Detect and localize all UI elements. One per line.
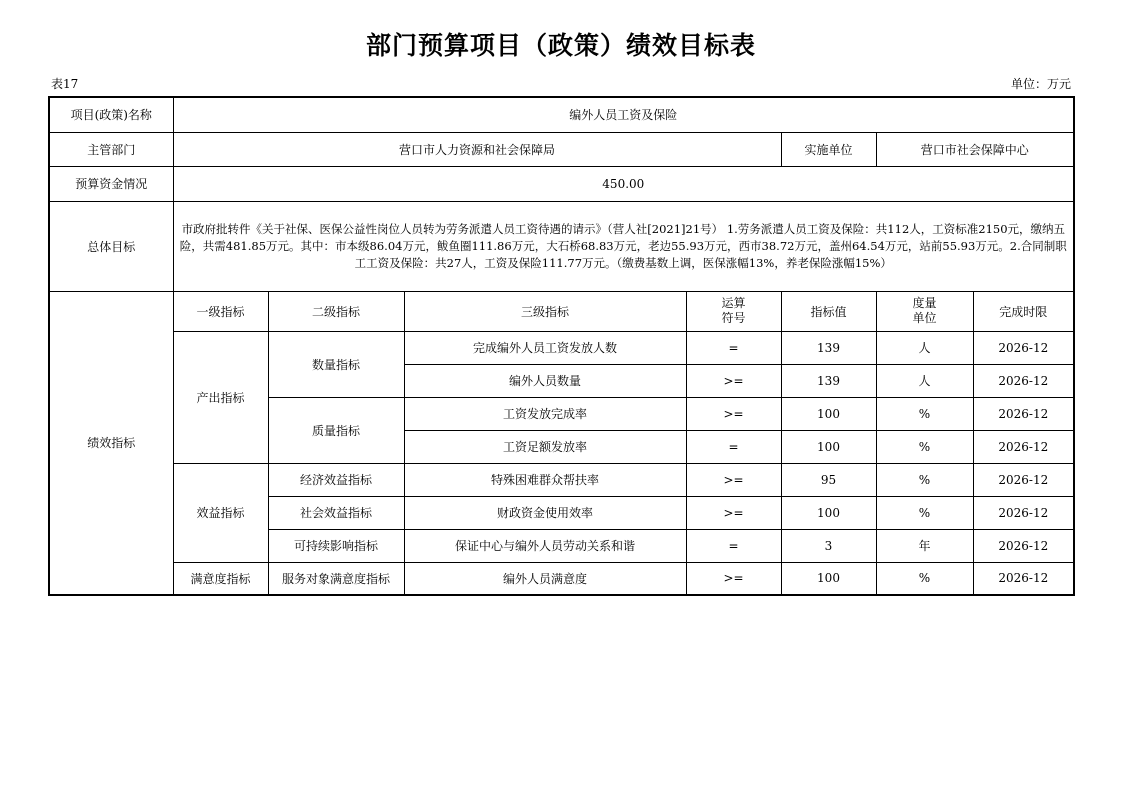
indicator-operator: >= [686, 463, 781, 496]
indicator-name: 编外人员数量 [404, 364, 686, 397]
indicator-operator: >= [686, 496, 781, 529]
indicator-name: 工资足额发放率 [404, 430, 686, 463]
indicator-unit: % [876, 463, 973, 496]
table-row [49, 562, 1074, 595]
header-level2: 二级指标 [268, 291, 404, 331]
indicator-value: 100 [781, 397, 876, 430]
indicator-value: 3 [781, 529, 876, 562]
indicator-deadline: 2026-12 [973, 529, 1074, 562]
unit-label: 单位：万元 [1010, 77, 1071, 91]
impl-unit-value: 营口市社会保障中心 [876, 132, 1074, 166]
header-value: 指标值 [781, 291, 876, 331]
subgroup-quality: 质量指标 [268, 397, 404, 463]
indicator-name: 特殊困难群众帮扶率 [404, 463, 686, 496]
row-budget [49, 166, 1074, 201]
indicator-deadline: 2026-12 [973, 364, 1074, 397]
indicator-value: 100 [781, 496, 876, 529]
subgroup-service: 服务对象满意度指标 [268, 562, 404, 595]
indicator-unit: % [876, 430, 973, 463]
impl-unit-label: 实施单位 [781, 132, 876, 166]
indicator-unit: 人 [876, 364, 973, 397]
indicator-value: 139 [781, 331, 876, 364]
group-benefit: 效益指标 [173, 463, 268, 562]
indicator-operator: >= [686, 397, 781, 430]
subgroup-quantity: 数量指标 [268, 331, 404, 397]
subgroup-sustainable: 可持续影响指标 [268, 529, 404, 562]
project-name-label: 项目(政策)名称 [49, 97, 173, 132]
indicator-unit: % [876, 496, 973, 529]
indicator-deadline: 2026-12 [973, 397, 1074, 430]
dept-value: 营口市人力资源和社会保障局 [173, 132, 781, 166]
table-number: 表17 [51, 77, 79, 91]
header-unit-line1: 度量 [912, 296, 937, 310]
header-unit [876, 291, 973, 331]
indicator-value: 139 [781, 364, 876, 397]
subgroup-economic: 经济效益指标 [268, 463, 404, 496]
indicator-deadline: 2026-12 [973, 562, 1074, 595]
indicator-value: 100 [781, 430, 876, 463]
performance-table [48, 96, 1075, 596]
header-level3: 三级指标 [404, 291, 686, 331]
header-deadline: 完成时限 [973, 291, 1074, 331]
table-row [49, 331, 1074, 364]
goal-label: 总体目标 [49, 201, 173, 291]
indicator-unit: 人 [876, 331, 973, 364]
indicator-unit: 年 [876, 529, 973, 562]
indicator-unit: % [876, 397, 973, 430]
header-operator [686, 291, 781, 331]
subgroup-social: 社会效益指标 [268, 496, 404, 529]
header-operator-line1: 运算 [721, 296, 746, 310]
indicator-operator: >= [686, 562, 781, 595]
row-project-name [49, 97, 1074, 132]
header-operator-line2: 符号 [721, 311, 746, 325]
budget-value: 450.00 [173, 166, 1074, 201]
page-title: 部门预算项目（政策）绩效目标表 [365, 31, 756, 60]
goal-text: 市政府批转件《关于社保、医保公益性岗位人员转为劳务派遣人员工资待遇的请示》（营人社[2021]21号） 1.劳务派遣人员工资及保险：共112人，工资标准2150元，缴纳五险，共需481.85万元。其中：市本级86.04万元，鲅鱼圈111.86万元，大石桥68.83万元，老边55.93万元，西市38.72万元，盖州64.54万元，站前55.93万元。2.合同制职工工资及保险：共27人，工资及保险111.77万元。（缴费基数上调，医保涨幅13%，养老保险涨幅15%） [173, 201, 1074, 291]
row-department [49, 132, 1074, 166]
indicator-operator: = [686, 430, 781, 463]
indicator-name: 编外人员满意度 [404, 562, 686, 595]
group-satisfaction: 满意度指标 [173, 562, 268, 595]
dept-label: 主管部门 [49, 132, 173, 166]
indicator-operator: = [686, 529, 781, 562]
indicator-value: 100 [781, 562, 876, 595]
indicator-name: 财政资金使用效率 [404, 496, 686, 529]
indicator-deadline: 2026-12 [973, 496, 1074, 529]
indicator-deadline: 2026-12 [973, 430, 1074, 463]
indicator-operator: >= [686, 364, 781, 397]
header-level1: 一级指标 [173, 291, 268, 331]
indicator-name: 完成编外人员工资发放人数 [404, 331, 686, 364]
budget-label: 预算资金情况 [49, 166, 173, 201]
indicator-operator: = [686, 331, 781, 364]
project-name-value: 编外人员工资及保险 [173, 97, 1074, 132]
indicator-unit: % [876, 562, 973, 595]
header-unit-line2: 单位 [912, 311, 937, 325]
indicator-header-row [49, 291, 1074, 331]
indicator-deadline: 2026-12 [973, 463, 1074, 496]
indicator-name: 保证中心与编外人员劳动关系和谐 [404, 529, 686, 562]
row-overall-goal [49, 201, 1074, 291]
indicator-name: 工资发放完成率 [404, 397, 686, 430]
indicator-value: 95 [781, 463, 876, 496]
group-output: 产出指标 [173, 331, 268, 463]
indicator-deadline: 2026-12 [973, 331, 1074, 364]
indicators-section-label: 绩效指标 [49, 291, 173, 595]
table-row [49, 463, 1074, 496]
